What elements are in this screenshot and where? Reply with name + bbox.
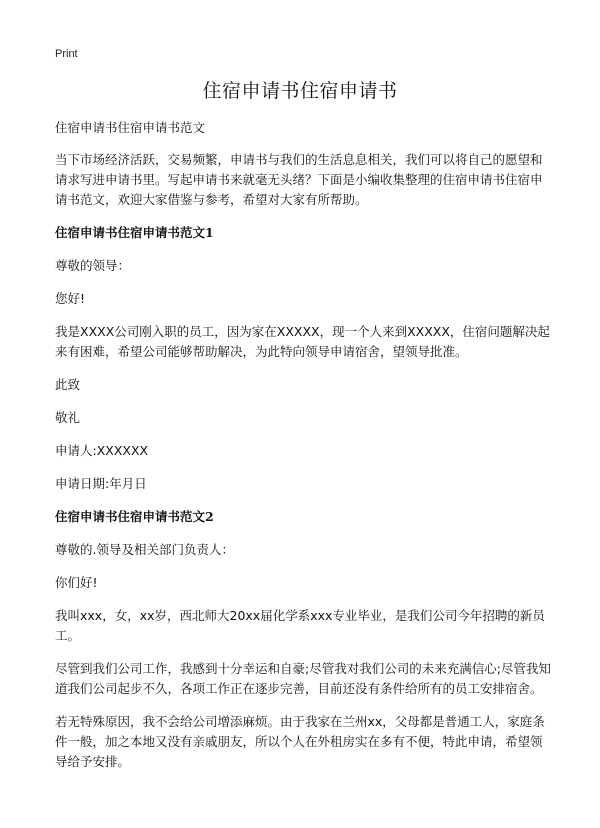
document-body bbox=[55, 118, 552, 785]
sample2-heading: 住宿申请书住宿申请书范文2 bbox=[55, 509, 214, 524]
sample2-salutation: 尊敬的.领导及相关部门负责人： bbox=[55, 542, 234, 557]
sample2-paragraph-2: 尽管到我们公司工作，我感到十分幸运和自豪;尽管我对我们公司的未来充满信心;尽管我知道我们公司起步不久，各项工作正在逐步完善，目前还没有条件给所有的员工安排宿舍。 bbox=[55, 661, 551, 696]
document-subtitle: 住宿申请书住宿申请书范文 bbox=[55, 120, 206, 135]
sample1-applicant: 申请人:XXXXXX bbox=[55, 443, 149, 458]
sample1-date: 申请日期:年月日 bbox=[55, 476, 147, 491]
sample2-paragraph-1: 我叫xxx，女，xx岁，西北师大20xx届化学系xxx专业毕业，是我们公司今年招聘的新员工。 bbox=[55, 608, 545, 643]
print-label: Print bbox=[55, 48, 78, 60]
sample2-greeting: 你们好! bbox=[55, 575, 98, 590]
sample1-body: 我是XXXX公司刚入职的员工，因为家在XXXXX，现一个人来到XXXXX，住宿问题解决起来有困难，希望公司能够帮助解决，为此特向领导申请宿舍，望领导批准。 bbox=[55, 324, 550, 359]
sample1-salutation: 尊敬的领导： bbox=[55, 258, 131, 273]
sample1-closing-1: 此致 bbox=[55, 377, 81, 392]
sample2-paragraph-3: 若无特殊原因，我不会给公司增添麻烦。由于我家在兰州xx，父母都是普通工人，家庭条件一般，加之本地又没有亲戚朋友，所以个人在外租房实在多有不便，特此申请，希望领导给予安排。 bbox=[55, 714, 545, 769]
sample1-greeting: 您好! bbox=[55, 291, 86, 306]
intro-paragraph: 当下市场经济活跃，交易频繁，申请书与我们的生活息息相关，我们可以将自己的愿望和请求写进申请书里。写起申请书来就毫无头绪？下面是小编收集整理的住宿申请书住宿申请书范文，欢迎大家借鉴与参考，希望对大家有所帮助。 bbox=[55, 152, 543, 207]
sample1-heading: 住宿申请书住宿申请书范文1 bbox=[55, 225, 214, 240]
document-title: 住宿申请书住宿申请书 bbox=[202, 80, 398, 102]
sample1-closing-2: 敬礼 bbox=[55, 410, 81, 425]
